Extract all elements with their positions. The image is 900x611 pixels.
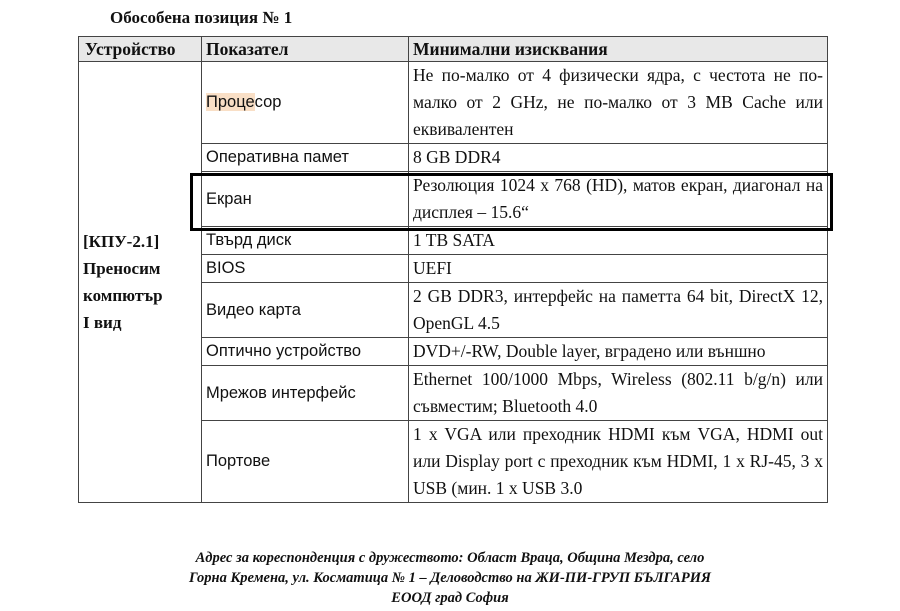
device-code: [КПУ-2.1] xyxy=(83,232,160,251)
table-row xyxy=(79,62,828,144)
requirement-video: 2 GB DDR3, интерфейс на паметта 64 bit, DirectX 12, OpenGL 4.5 xyxy=(409,283,828,338)
requirement-cpu: Не по-малко от 4 физически ядра, с честота не по-малко от 2 GHz, не по-малко от 3 MB Cache или еквивалентен xyxy=(409,62,828,144)
parameter-text: сор xyxy=(254,93,282,111)
parameter-cpu xyxy=(202,62,409,144)
footer-address xyxy=(0,548,900,608)
parameter-ports: Портове xyxy=(202,421,409,503)
highlighted-text: Проце xyxy=(206,93,255,111)
requirement-ram: 8 GB DDR4 xyxy=(409,144,828,172)
specs-table xyxy=(78,36,828,503)
footer-line: Горна Кремена, ул. Косматица № 1 – Деловодство на ЖИ-ПИ-ГРУП БЪЛГАРИЯ xyxy=(189,570,711,586)
parameter-screen: Екран xyxy=(202,172,409,227)
requirement-ports: 1 x VGA или преходник HDMI към VGA, HDMI out или Display port с преходник към HDMI, 1 x RJ-45, 3 x USB (мин. 1 x USB 3.0 xyxy=(409,421,828,503)
device-name-line: компютър xyxy=(83,286,163,305)
parameter-ram: Оперативна памет xyxy=(202,144,409,172)
device-class: I вид xyxy=(83,313,122,332)
parameter-network: Мрежов интерфейс xyxy=(202,366,409,421)
device-name-line: Преносим xyxy=(83,259,161,278)
section-heading: Обособена позиция № 1 xyxy=(110,8,293,27)
parameter-hdd: Твърд диск xyxy=(202,227,409,255)
footer-line: ЕООД град София xyxy=(391,590,509,606)
table-header-row xyxy=(79,37,828,62)
column-header-requirements: Минимални изисквания xyxy=(409,37,828,62)
column-header-parameter: Показател xyxy=(202,37,409,62)
requirement-bios: UEFI xyxy=(409,255,828,283)
requirement-optical: DVD+/-RW, Double layer, вградено или външно xyxy=(409,338,828,366)
requirement-network: Ethernet 100/1000 Mbps, Wireless (802.11 b/g/n) или съвместим; Bluetooth 4.0 xyxy=(409,366,828,421)
parameter-video: Видео карта xyxy=(202,283,409,338)
device-cell xyxy=(79,62,202,503)
parameter-optical: Оптично устройство xyxy=(202,338,409,366)
column-header-device: Устройство xyxy=(79,37,202,62)
requirement-screen: Резолюция 1024 x 768 (HD), матов екран, диагонал на дисплея – 15.6“ xyxy=(409,172,828,227)
parameter-bios: BIOS xyxy=(202,255,409,283)
footer-line: Адрес за кореспонденция с дружеството: Област Враца, Община Мездра, село xyxy=(195,550,705,566)
requirement-hdd: 1 TB SATA xyxy=(409,227,828,255)
